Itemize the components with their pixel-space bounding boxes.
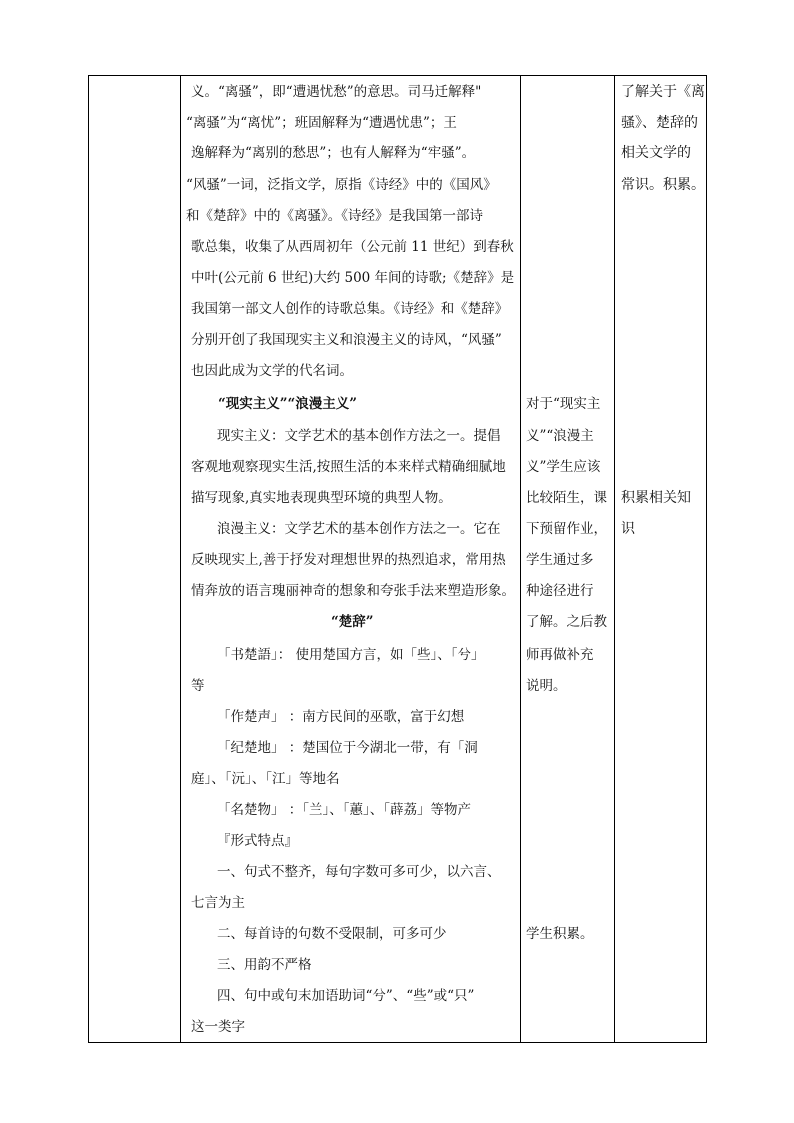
- text-line: 和《楚辞》中的《离骚》。《诗经》是我国第一部诗: [186, 208, 483, 224]
- text-line: 一、句式不整齐，每句字数可多可少，以六言、: [217, 864, 501, 880]
- text-line: 也因此成为文学的代名词。: [191, 363, 353, 379]
- text-line: 下预留作业，: [526, 521, 607, 537]
- text-line: “离骚”为“离忧”；班固解释为“遭遇忧患”；王: [186, 115, 457, 131]
- lesson-plan-table: [88, 75, 707, 1043]
- text-line: 二、每首诗的句数不受限制，可多可少: [217, 926, 447, 942]
- empty-column-cell: [89, 76, 180, 1042]
- text-line: 现实主义：文学艺术的基本创作方法之一。提倡: [217, 428, 501, 444]
- text-line: 「作楚声」 ：南方民间的巫歌，富于幻想: [217, 709, 465, 725]
- text-line: 识: [621, 521, 635, 537]
- teaching-content-cell: [181, 76, 520, 1042]
- text-line: 常识。积累。: [621, 177, 705, 193]
- text-line: 「书楚語」： 使用楚国方言，如「些」、「兮」: [217, 647, 485, 663]
- text-line: 中叶(公元前 6 世纪)大约 500 年间的诗歌;《楚辞》是: [191, 270, 515, 286]
- text-line: 描写现象,真实地表现典型环境的典型人物。: [191, 490, 452, 506]
- text-line: 了解关于《离: [621, 84, 705, 100]
- text-line: 种途径进行: [526, 583, 594, 599]
- section-heading: “楚辞”: [331, 614, 374, 630]
- text-line: 逸解释为“离别的愁思”；也有人解释为“牢骚”。: [191, 145, 476, 161]
- text-line: 对于“现实主: [526, 396, 601, 412]
- text-line: 说明。: [526, 678, 567, 694]
- text-line: 反映现实上,善于抒发对理想世界的热烈追求，常用热: [191, 552, 506, 568]
- text-line: 相关文学的: [621, 145, 691, 161]
- text-line: 「纪楚地」 ：楚国位于今湖北一带，有「洞: [217, 740, 478, 756]
- text-line: 歌总集，收集了从西周初年（公元前 11 世纪）到春秋: [191, 239, 514, 255]
- text-line: 七言为主: [191, 895, 245, 911]
- text-line: 了解。之后教: [526, 614, 607, 630]
- text-line: 庭」、「沅」、「江」等地名: [191, 771, 340, 787]
- text-line: 『形式特点』: [217, 833, 298, 849]
- text-line: 骚》、楚辞的: [621, 115, 698, 131]
- text-line: 「名楚物」 ：「兰」、「蕙」、「薜荔」等物产: [217, 802, 472, 818]
- text-line: 情奔放的语言瑰丽神奇的想象和夸张手法来塑造形象。: [191, 583, 515, 599]
- text-line: 四、句中或句末加语助词“兮”、“些”或“只”: [217, 988, 475, 1004]
- text-line: “风骚”一词，泛指文学，原指《诗经》中的《国风》: [186, 177, 497, 193]
- text-line: 浪漫主义：文学艺术的基本创作方法之一。它在: [217, 521, 501, 537]
- text-line: 义”“浪漫主: [526, 428, 594, 444]
- text-line: 学生积累。: [526, 926, 594, 942]
- section-heading: “现实主义”“浪漫主义”: [218, 396, 358, 412]
- design-intent-cell: [615, 76, 708, 1042]
- text-line: 分别开创了我国现实主义和浪漫主义的诗风，“风骚”: [191, 332, 502, 348]
- text-line: 义。“离骚”，即“遭遇忧愁”的意思。司马迁解释": [191, 84, 482, 100]
- student-activity-cell: [521, 76, 614, 1042]
- text-line: 学生通过多: [526, 552, 594, 568]
- text-line: 义”学生应该: [526, 459, 601, 475]
- text-line: 客观地观察现实生活,按照生活的本来样式精确细腻地: [191, 459, 506, 475]
- text-line: 我国第一部文人创作的诗歌总集。《诗经》和《楚辞》: [191, 301, 509, 317]
- text-line: 师再做补充: [526, 647, 594, 663]
- text-line: 等: [191, 678, 205, 694]
- text-line: 积累相关知: [621, 490, 691, 506]
- text-line: 比较陌生，课: [526, 490, 607, 506]
- text-line: 这一类字: [191, 1019, 245, 1035]
- text-line: 三、用韵不严格: [217, 957, 312, 973]
